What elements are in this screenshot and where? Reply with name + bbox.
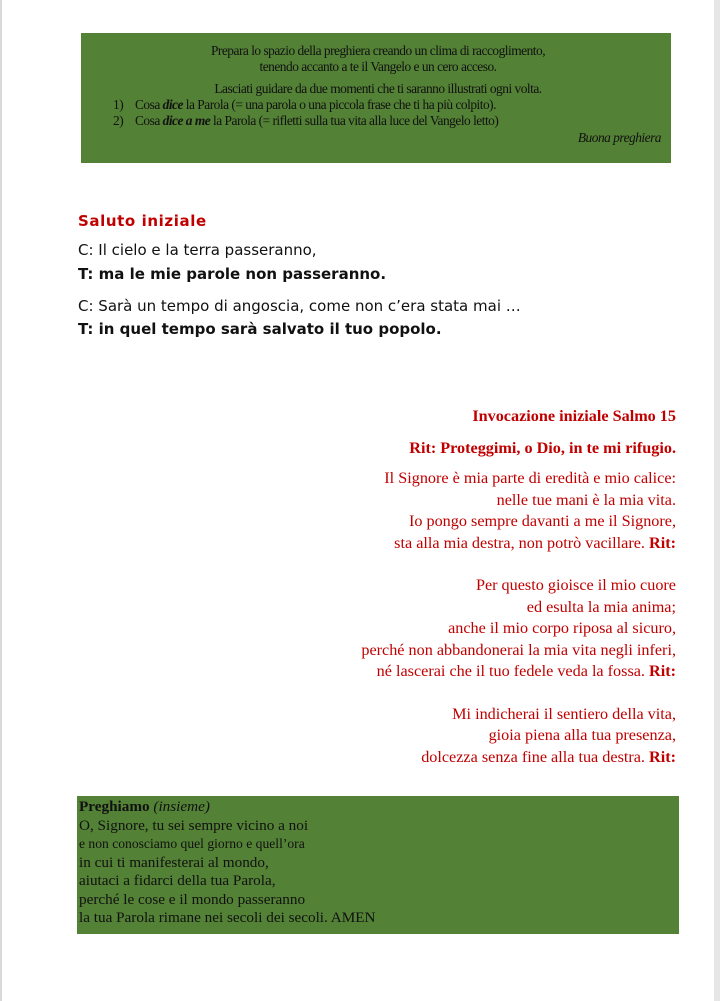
refrain-mark: Rit:: [649, 747, 676, 766]
intro-list-item: [95, 97, 661, 113]
psalm-stanza: [256, 704, 676, 769]
prayer-heading: [79, 798, 677, 817]
psalm-title: Invocazione iniziale Salmo 15: [472, 407, 676, 425]
prayer-heading-note: (insieme): [153, 798, 210, 815]
item-text: Cosa: [135, 113, 163, 128]
psalm-stanza: [256, 468, 676, 554]
intro-list: [95, 97, 661, 129]
prayer-box: [77, 796, 679, 934]
psalm-verse: Il Signore è mia parte di eredità e mio calice:: [384, 469, 676, 487]
greeting-line: C: Sarà un tempo di angoscia, come non c’era stata mai …: [78, 297, 521, 315]
prayer-line: la tua Parola rimane nei secoli dei secoli. AMEN: [79, 909, 376, 926]
psalm-verse: Io pongo sempre davanti a me il Signore,: [408, 512, 676, 530]
psalm-verse: né lascerai che il tuo fedele veda la fossa.: [376, 662, 645, 680]
intro-list-item: [95, 113, 661, 129]
psalm-refrain: Rit: Proteggimi, o Dio, in te mi rifugio.: [409, 438, 676, 457]
psalm-verse: Per questo gioisce il mio cuore: [475, 576, 676, 594]
intro-line: Lasciati guidare da due momenti che ti saranno illustrati ogni volta.: [214, 81, 542, 96]
prayer-line: e non conosciamo quel giorno e quell’ora: [79, 836, 305, 851]
item-text: la Parola (= una parola o una piccola frase che ti ha più colpito).: [182, 97, 496, 112]
psalm-verse: anche il mio corpo riposa al sicuro,: [448, 619, 676, 637]
psalm-verse: Mi indicherai il sentiero della vita,: [452, 704, 676, 723]
intro-line: tenendo accanto a te il Vangelo e un cero acceso.: [259, 59, 497, 74]
prayer-line: aiutaci a fidarci della tua Parola,: [79, 872, 276, 889]
page-edge-right: [714, 0, 720, 1001]
list-number: 2): [113, 113, 124, 128]
prayer-heading-label: Preghiamo: [79, 798, 150, 815]
psalm-verse: sta alla mia destra, non potrò vacillare.: [394, 533, 645, 552]
greeting-line: C: Il cielo e la terra passeranno,: [78, 241, 317, 259]
intro-line: Prepara lo spazio della preghiera creando un clima di raccoglimento,: [210, 43, 546, 58]
refrain-mark: Rit:: [649, 662, 676, 680]
greeting-response: T: ma le mie parole non passeranno.: [78, 265, 387, 283]
psalm-section: [256, 406, 676, 768]
psalm-verse: perché non abbandonerai la mia vita negli inferi,: [361, 640, 676, 659]
psalm-verse: dolcezza senza fine alla tua destra.: [421, 747, 645, 766]
greeting-title: Saluto iniziale: [78, 212, 207, 230]
item-text: Cosa: [135, 97, 163, 112]
psalm-verse: gioia piena alla tua presenza,: [488, 726, 676, 744]
prayer-line: in cui ti manifesterai al mondo,: [79, 853, 269, 871]
item-text: la Parola (= rifletti sulla tua vita alla luce del Vangelo letto): [210, 113, 499, 128]
item-emphasis: dice: [162, 97, 183, 112]
page-edge-left: [0, 0, 2, 1001]
psalm-stanza: [256, 575, 676, 683]
psalm-verse: ed esulta la mia anima;: [526, 597, 676, 616]
prayer-line: perché le cose e il mondo passeranno: [79, 890, 306, 908]
prayer-line: O, Signore, tu sei sempre vicino a noi: [79, 816, 309, 834]
greeting-response: T: in quel tempo sarà salvato il tuo popolo.: [78, 320, 442, 338]
list-number: 1): [113, 97, 124, 112]
intro-box: [81, 33, 671, 163]
item-emphasis: dice a me: [162, 113, 211, 128]
intro-signoff: Buona preghiera: [577, 130, 661, 145]
refrain-mark: Rit:: [649, 533, 676, 552]
psalm-verse: nelle tue mani è la mia vita.: [496, 490, 676, 509]
